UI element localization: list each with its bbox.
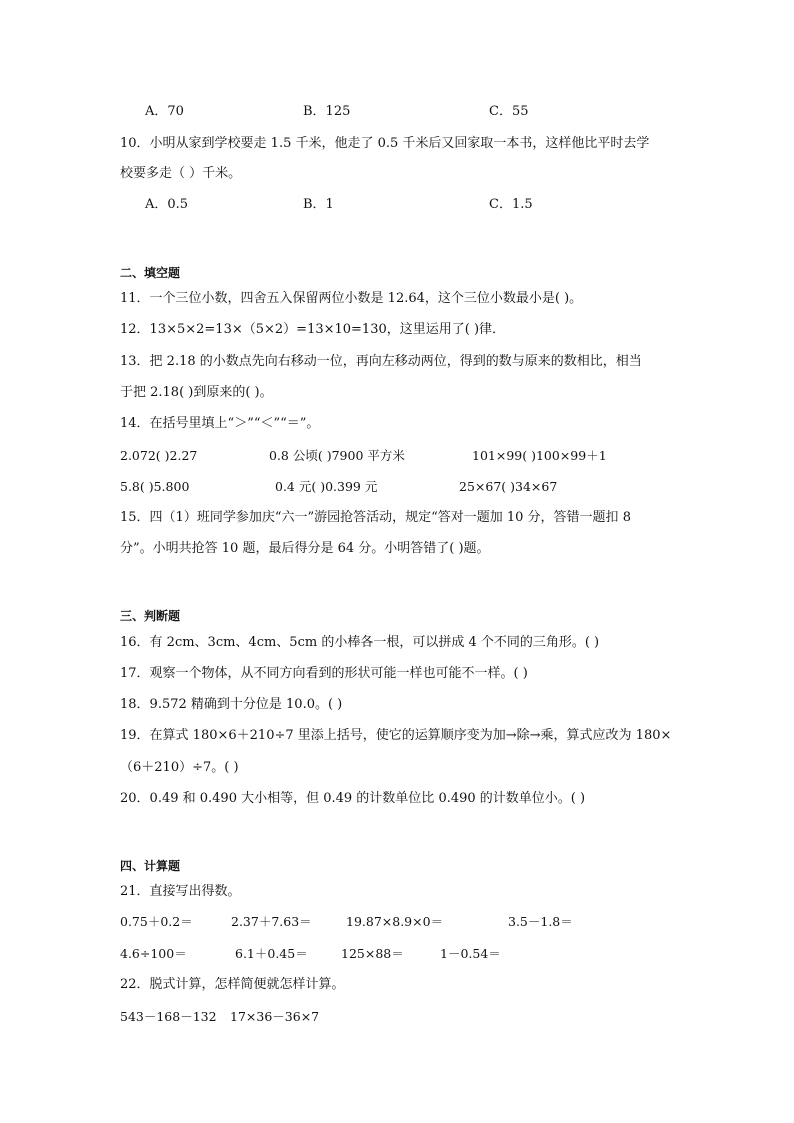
q10-line2: 校要多走（ ）千米。 bbox=[120, 166, 242, 181]
q15-line2: 分”。小明共抢答 10 题，最后得分是 64 分。小明答错了( )题。 bbox=[120, 541, 490, 556]
section-heading-fill-blank: 二、填空题 bbox=[120, 266, 181, 280]
q22-expression: 543－168－132 bbox=[120, 1009, 217, 1024]
q13-line1: 13．把 2.18 的小数点先向右移动一位，再向左移动两位，得到的数与原来的数相比，相当 bbox=[120, 354, 642, 369]
q21-item: 1－0.54＝ bbox=[440, 946, 501, 961]
section-heading-judgement: 三、判断题 bbox=[120, 609, 181, 623]
q22-expression: 17×36－36×7 bbox=[230, 1009, 320, 1024]
q21-item: 0.75＋0.2＝ bbox=[120, 914, 193, 929]
q16-text: 16．有 2cm、3cm、4cm、5cm 的小棒各一根，可以拼成 4 个不同的三角形。( ) bbox=[120, 635, 600, 650]
q19-line1: 19．在算式 180×6＋210÷7 里添上括号，使它的运算顺序变为加→除→乘，算式应改为 180× bbox=[120, 728, 672, 743]
q14-item: 5.8( )5.800 bbox=[120, 479, 190, 494]
q14-item: 0.8 公顷( )7900 平方米 bbox=[269, 448, 405, 463]
q14-item: 2.072( )2.27 bbox=[120, 448, 198, 463]
q21-item: 3.5－1.8＝ bbox=[508, 914, 573, 929]
q10-option-c: C．1.5 bbox=[489, 197, 533, 212]
q11-text: 11．一个三位小数，四舍五入保留两位小数是 12.64，这个三位小数最小是( )。 bbox=[120, 291, 583, 306]
q10-option-a: A．0.5 bbox=[145, 197, 189, 212]
q14-item: 25×67( )34×67 bbox=[459, 479, 558, 494]
q19-line2: （6＋210）÷7。( ) bbox=[120, 760, 239, 775]
q15-line1: 15．四（1）班同学参加庆“六一”游园抢答活动，规定“答对一题加 10 分，答错一题扣 8 bbox=[120, 510, 631, 525]
q21-title: 21．直接写出得数。 bbox=[120, 884, 241, 899]
q17-text: 17．观察一个物体，从不同方向看到的形状可能一样也可能不一样。( ) bbox=[120, 666, 528, 681]
q21-item: 2.37＋7.63＝ bbox=[231, 914, 312, 929]
q21-item: 125×88＝ bbox=[341, 946, 404, 961]
q10-option-b: B．1 bbox=[303, 197, 334, 212]
q21-item: 6.1＋0.45＝ bbox=[235, 946, 308, 961]
q12-text: 12．13×5×2=13×（5×2）=13×10=130，这里运用了( )律． bbox=[120, 322, 506, 337]
q13-line2: 于把 2.18( )到原来的( )。 bbox=[120, 385, 273, 400]
q14-item: 101×99( )100×99＋1 bbox=[472, 448, 607, 463]
q14-title: 14．在括号里填上“＞”“＜”“＝”。 bbox=[120, 416, 320, 431]
q9-option-b: B．125 bbox=[303, 104, 351, 119]
q21-item: 19.87×8.9×0＝ bbox=[346, 914, 444, 929]
q9-option-a: A．70 bbox=[145, 104, 184, 119]
section-heading-calculation: 四、计算题 bbox=[120, 859, 181, 873]
q20-text: 20．0.49 和 0.490 大小相等，但 0.49 的计数单位比 0.490 的计数单位小。( ) bbox=[120, 791, 586, 806]
q14-item: 0.4 元( )0.399 元 bbox=[275, 479, 378, 494]
q10-line1: 10．小明从家到学校要走 1.5 千米，他走了 0.5 千米后又回家取一本书，这样他比平时去学 bbox=[120, 136, 650, 151]
q18-text: 18．9.572 精确到十分位是 10.0。( ) bbox=[120, 697, 343, 712]
q21-item: 4.6÷100＝ bbox=[120, 946, 187, 961]
q9-option-c: C．55 bbox=[489, 104, 529, 119]
q22-title: 22．脱式计算，怎样简便就怎样计算。 bbox=[120, 977, 345, 992]
